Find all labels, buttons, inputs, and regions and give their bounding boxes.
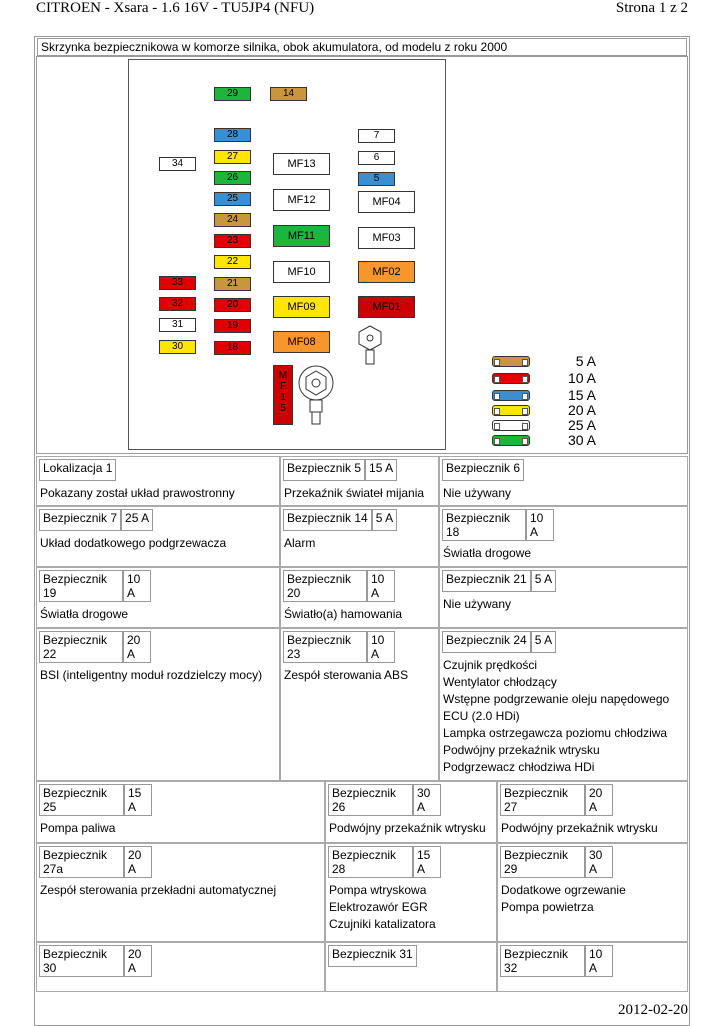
fuse-description — [329, 882, 436, 933]
fuse-id-box — [283, 631, 395, 663]
relay-nut-small-icon — [357, 325, 383, 367]
fuse-amperage: 5 A — [531, 570, 556, 592]
fuse-amperage: 10 A — [585, 945, 613, 977]
fuse-id-box — [500, 784, 613, 816]
legend-fuse-swatch — [492, 390, 530, 401]
fuse-name: Bezpiecznik 29 — [500, 846, 585, 878]
fuse-description — [501, 882, 626, 916]
fuse-amperage: 20 A — [124, 945, 152, 977]
description-line: Zespół sterowania przekładni automatycznej — [40, 883, 277, 897]
fuse-29: 29 — [214, 87, 251, 101]
fuse-amperage: 10 A — [367, 570, 395, 602]
fuse-amperage: 30 A — [413, 784, 441, 816]
fuse-name: Bezpiecznik 27 — [500, 784, 585, 816]
fuse-id-box — [500, 846, 613, 878]
fuse-id-box — [39, 459, 116, 481]
fuse-amperage: 5 A — [531, 631, 556, 653]
description-line: BSI (inteligentny moduł rozdzielczy mocy) — [40, 668, 263, 682]
description-line: Nie używany — [443, 486, 512, 500]
fuse-entry — [325, 843, 497, 942]
fuse-entry — [280, 567, 439, 628]
fuse-14: 14 — [270, 87, 307, 101]
fuse-32: 32 — [159, 297, 196, 311]
mf15-letter: 1 — [280, 392, 286, 403]
legend-amperage: 5 A — [575, 353, 596, 369]
maxi-fuse-mf08: MF08 — [273, 331, 330, 353]
fuse-name: Bezpiecznik 21 — [442, 570, 531, 592]
fuse-name: Bezpiecznik 6 — [442, 459, 524, 481]
fuse-entry — [325, 781, 497, 843]
fuse-name: Bezpiecznik 14 — [283, 509, 372, 531]
fuse-amperage: 15 A — [365, 459, 397, 481]
fuse-5: 5 — [358, 172, 395, 186]
fuse-id-box — [442, 459, 524, 481]
fuse-id-box — [328, 846, 441, 878]
fuse-description — [443, 545, 531, 562]
fuse-name: Bezpiecznik 27a — [39, 846, 124, 878]
fuse-name: Bezpiecznik 28 — [328, 846, 413, 878]
relay-nut-large-icon — [296, 365, 340, 427]
maxi-fuse-mf01: MF01 — [358, 296, 415, 318]
fuse-name: Bezpiecznik 18 — [442, 509, 526, 541]
fuse-30: 30 — [159, 340, 196, 354]
fuse-6: 6 — [358, 151, 395, 165]
description-line: Pokazany został układ prawostronny — [40, 486, 235, 500]
fuse-name: Bezpiecznik 19 — [39, 570, 123, 602]
fuse-entry — [325, 942, 497, 992]
fuse-id-box — [328, 784, 441, 816]
fuse-description — [40, 485, 235, 502]
fuse-name: Bezpiecznik 30 — [39, 945, 124, 977]
description-line: Elektrozawór EGR — [329, 900, 428, 914]
fuse-id-box — [283, 570, 395, 602]
maxi-fuse-mf02: MF02 — [358, 261, 415, 283]
description-line: Pompa powietrza — [501, 900, 594, 914]
description-line: ECU (2.0 HDi) — [443, 709, 520, 723]
print-date: 2012-02-20 — [618, 1002, 688, 1018]
fuse-description — [284, 667, 408, 684]
fuse-description — [40, 820, 115, 837]
document-title: CITROEN - Xsara - 1.6 16V - TU5JP4 (NFU) — [36, 0, 315, 16]
maxi-fuse-mf15 — [273, 365, 293, 425]
fuse-entry — [36, 628, 280, 781]
fuse-description — [284, 535, 315, 552]
fuse-amperage: 25 A — [121, 509, 153, 531]
fuse-id-box — [39, 945, 152, 977]
fuse-description — [40, 882, 276, 899]
fuse-amperage: 20 A — [585, 784, 613, 816]
maxi-fuse-mf03: MF03 — [358, 227, 415, 249]
mf15-letter: M — [278, 370, 288, 381]
fusebox-caption: Skrzynka bezpiecznikowa w komorze silnika, obok akumulatora, od modelu z roku 2000 — [37, 38, 687, 56]
maxi-fuse-mf10: MF10 — [273, 261, 330, 283]
fuse-id-box — [39, 570, 151, 602]
legend-fuse-swatch — [492, 405, 530, 416]
fuse-name: Bezpiecznik 26 — [328, 784, 413, 816]
fuse-33: 33 — [159, 276, 196, 290]
page-number: Strona 1 z 2 — [615, 0, 688, 16]
fuse-name: Bezpiecznik 20 — [283, 570, 367, 602]
description-line: Podwójny przekaźnik wtrysku — [501, 821, 658, 835]
fuse-name: Bezpiecznik 5 — [283, 459, 365, 481]
fuse-amperage: 10 A — [367, 631, 395, 663]
fuse-description — [40, 667, 262, 684]
fuse-31: 31 — [159, 318, 196, 332]
maxi-fuse-mf09: MF09 — [273, 296, 330, 318]
fuse-20: 20 — [214, 298, 251, 312]
fuse-id-box — [283, 509, 397, 531]
fuse-entry — [439, 506, 688, 567]
fuse-description — [443, 596, 511, 613]
fuse-18: 18 — [214, 341, 251, 355]
fuse-name: Bezpiecznik 24 — [442, 631, 531, 653]
fuse-entry — [497, 843, 688, 942]
description-line: Światła drogowe — [40, 607, 129, 621]
fuse-description — [40, 606, 128, 623]
legend-fuse-swatch — [492, 435, 530, 446]
description-line: Światło(a) hamowania — [284, 607, 403, 621]
legend-amperage: 10 A — [567, 370, 596, 386]
description-line: Podwójny przekaźnik wtrysku — [329, 821, 486, 835]
fuse-23: 23 — [214, 234, 251, 248]
fuse-description — [284, 606, 402, 623]
fuse-description — [40, 535, 226, 552]
fuse-amperage: 20 A — [123, 631, 151, 663]
fuse-amperage: 5 A — [372, 509, 397, 531]
fuse-entry — [280, 628, 439, 781]
fuse-28: 28 — [214, 128, 251, 142]
fuse-21: 21 — [214, 277, 251, 291]
fuse-name: Lokalizacja 1 — [39, 459, 116, 481]
fuse-24: 24 — [214, 213, 251, 227]
fuse-name: Bezpiecznik 23 — [283, 631, 367, 663]
description-line: Układ dodatkowego podgrzewacza — [40, 536, 227, 550]
fuse-entry — [36, 567, 280, 628]
fuse-id-box — [39, 509, 153, 531]
fuse-id-box — [39, 846, 152, 878]
fuse-amperage: 10 A — [526, 509, 554, 541]
fuse-entry — [439, 456, 688, 506]
legend-amperage: 30 A — [567, 432, 596, 448]
description-line: Nie używany — [443, 597, 512, 611]
fuse-entry — [439, 567, 688, 628]
fuse-description — [443, 485, 511, 502]
mf15-letter: 5 — [280, 403, 286, 414]
fuse-entry — [497, 781, 688, 843]
description-line: Zespół sterowania ABS — [284, 668, 409, 682]
legend-fuse-swatch — [492, 420, 530, 431]
fuse-id-box — [442, 570, 556, 592]
fuse-entry — [36, 942, 325, 992]
mf15-letter: F — [279, 381, 287, 392]
fuse-amperage: 15 A — [413, 846, 441, 878]
fuse-id-box — [328, 945, 417, 967]
fuse-description — [284, 485, 424, 502]
description-line: Podgrzewacz chłodziwa HDi — [443, 760, 595, 774]
fuse-description — [329, 820, 486, 837]
description-line: Alarm — [284, 536, 316, 550]
fuse-entry — [439, 628, 688, 781]
description-line: Lampka ostrzegawcza poziomu chłodziwa — [443, 726, 668, 740]
maxi-fuse-mf12: MF12 — [273, 189, 330, 211]
fuse-amperage: 30 A — [585, 846, 613, 878]
legend-fuse-swatch — [492, 373, 530, 384]
legend-fuse-swatch — [492, 356, 530, 367]
fuse-entry — [280, 506, 439, 567]
description-line: Wstępne podgrzewanie oleju napędowego — [443, 692, 670, 706]
maxi-fuse-mf11: MF11 — [273, 225, 330, 247]
fuse-description — [443, 657, 669, 776]
description-line: Pompa paliwa — [40, 821, 116, 835]
legend-amperage: 25 A — [567, 417, 596, 433]
fuse-25: 25 — [214, 192, 251, 206]
fuse-amperage: 20 A — [124, 846, 152, 878]
description-line: Dodatkowe ogrzewanie — [501, 883, 626, 897]
fuse-name: Bezpiecznik 25 — [39, 784, 124, 816]
fuse-entry — [36, 843, 325, 942]
fuse-description — [501, 820, 658, 837]
fuse-entry — [36, 456, 280, 506]
fuse-name: Bezpiecznik 7 — [39, 509, 121, 531]
fuse-id-box — [39, 631, 151, 663]
fuse-26: 26 — [214, 171, 251, 185]
description-line: Podwójny przekaźnik wtrysku — [443, 743, 600, 757]
fuse-27: 27 — [214, 150, 251, 164]
description-line: Pompa wtryskowa — [329, 883, 427, 897]
fuse-entry — [497, 942, 688, 992]
fuse-name: Bezpiecznik 22 — [39, 631, 123, 663]
fuse-name: Bezpiecznik 32 — [500, 945, 585, 977]
fuse-entry — [280, 456, 439, 506]
description-line: Przekaźnik świateł mijania — [284, 486, 425, 500]
fuse-name: Bezpiecznik 31 — [328, 945, 417, 967]
fuse-22: 22 — [214, 255, 251, 269]
fuse-7: 7 — [358, 129, 395, 143]
fuse-id-box — [500, 945, 613, 977]
description-line: Światła drogowe — [443, 546, 532, 560]
fuse-id-box — [283, 459, 397, 481]
description-line: Wentylator chłodzący — [443, 675, 557, 689]
fuse-34: 34 — [159, 157, 196, 171]
fuse-id-box — [39, 784, 152, 816]
fuse-amperage: 10 A — [123, 570, 151, 602]
fuse-id-box — [442, 509, 554, 541]
fuse-amperage: 15 A — [124, 784, 152, 816]
maxi-fuse-mf04: MF04 — [358, 191, 415, 213]
fuse-19: 19 — [214, 319, 251, 333]
legend-amperage: 20 A — [567, 402, 596, 418]
maxi-fuse-mf13: MF13 — [273, 153, 330, 175]
fuse-entry — [36, 781, 325, 843]
legend-amperage: 15 A — [567, 387, 596, 403]
fuse-id-box — [442, 631, 556, 653]
fuse-entry — [36, 506, 280, 567]
description-line: Czujniki katalizatora — [329, 917, 436, 931]
description-line: Czujnik prędkości — [443, 658, 538, 672]
